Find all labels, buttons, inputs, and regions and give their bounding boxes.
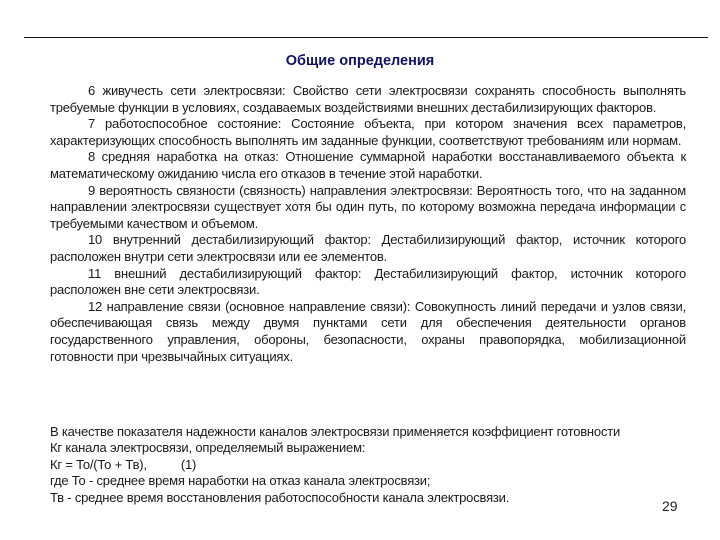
definition-item: 7 работоспособное состояние: Состояние объекта, при котором значения всех параметров, характеризующих способность выполнять им заданные функции, соответствуют требованиям или нормам. <box>50 116 686 148</box>
definition-item: 8 средняя наработка на отказ: Отношение суммарной наработки восстанавливаемого объекта к математическому ожиданию числа его отказов в течение этой наработки. <box>50 149 686 181</box>
page-title: Общие определения <box>285 53 435 69</box>
formula: Кг = То/(То + Тв), <box>50 456 147 472</box>
definition-item: 6 живучесть сети электросвязи: Свойство сети электросвязи сохранять способность выполнять требуемые функции в условиях, создаваемых воздействиями внешних дестабилизирующих факторов. <box>50 83 686 115</box>
definition-item: 12 направление связи (основное направление связи): Совокупность линий передачи и узлов связи, обеспечивающая связь между двумя пунктами сети для обеспечения деятельности органов государственного управления, обороны, безопасности, охраны правопорядка, мобилизационной готовности при чрезвычайных ситуациях. <box>50 298 686 364</box>
page-number: 29 <box>662 498 678 514</box>
formula-where-tv: Тв - среднее время восстановления работоспособности канала электросвязи. <box>50 489 510 505</box>
definition-item: 10 внутренний дестабилизирующий фактор: Дестабилизирующий фактор, источник которого расположен внутри сети электросвязи или ее элементов. <box>50 232 686 264</box>
definitions-list <box>50 83 686 365</box>
formula-number: (1) <box>180 456 197 472</box>
formula-line <box>50 457 690 473</box>
availability-intro: В качестве показателя надежности каналов электросвязи применяется коэффициент готовности <box>50 424 621 439</box>
definition-item: 11 внешний дестабилизирующий фактор: Дестабилизирующий фактор, источник которого расположен вне сети электросвязи. <box>50 265 686 298</box>
definition-item: 9 вероятность связности (связность) направления электросвязи: Вероятность того, что на заданном направлении электросвязи существует хотя бы один путь, по которому возможна передача информации с требуемыми качеством и объемом. <box>50 182 686 231</box>
availability-section <box>50 424 690 506</box>
availability-intro-cont: Кг канала электросвязи, определяемый выражением: <box>50 440 366 456</box>
formula-where-to: где То - среднее время наработки на отказ канала электросвязи; <box>50 473 431 489</box>
top-divider <box>24 37 708 38</box>
